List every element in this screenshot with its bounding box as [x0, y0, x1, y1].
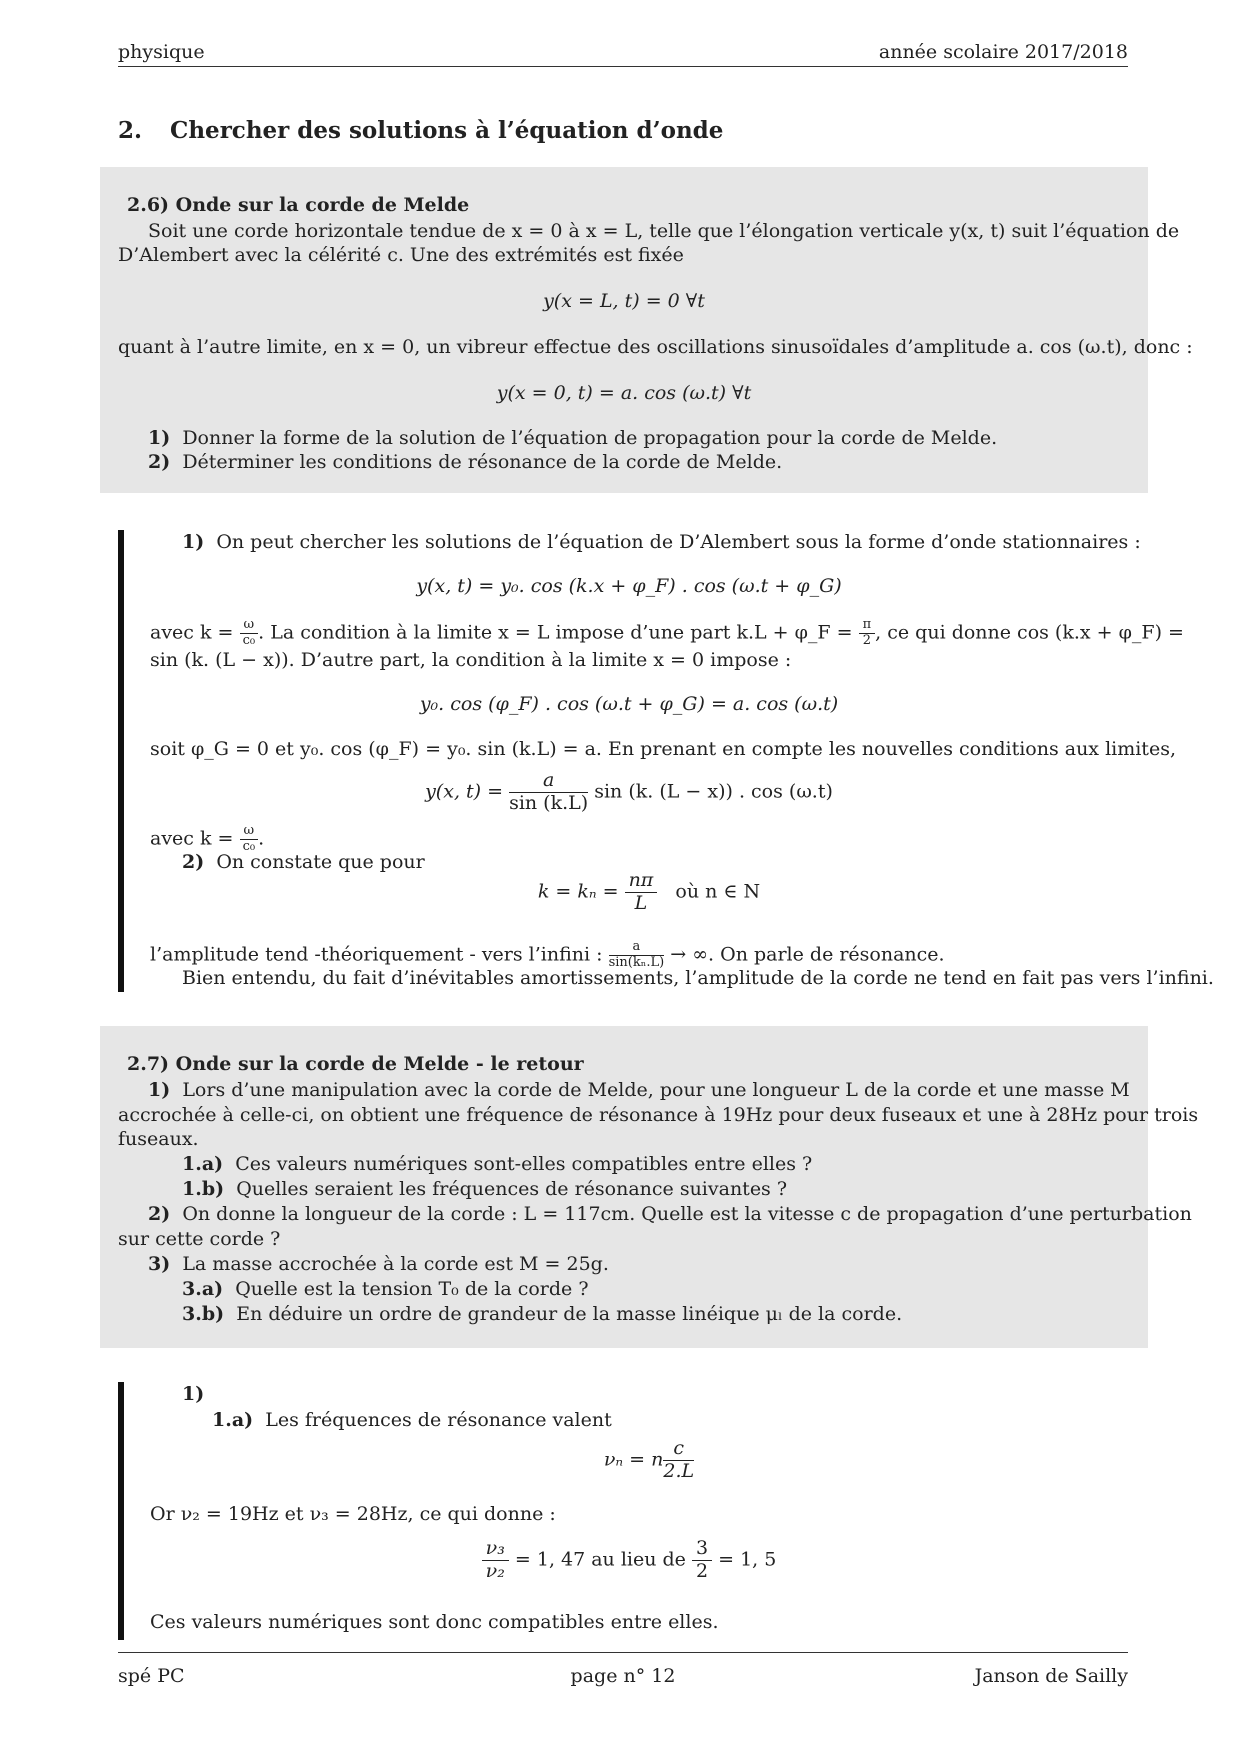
solution-2-7: [118, 1382, 1134, 1640]
exercise-title: 2.7) Onde sur la corde de Melde - le retour: [127, 1053, 584, 1075]
paragraph: sin (k. (L − x)). D’autre part, la condition à la limite x = 0 impose :: [150, 649, 792, 671]
question-1: 1) Donner la forme de la solution de l’équation de propagation pour la corde de Melde.: [148, 427, 998, 449]
paragraph: sur cette corde ?: [118, 1228, 281, 1250]
equation: y(x, t) = $\frac{a}{\sin (k.L)}$ sin (k. (L − x)) . cos (ω.t): [425, 769, 833, 814]
paragraph: avec k = $\frac{\omega}{\text{c₀}}$ . La condition à la limite x = L impose d’une part k.L + φ_F = $\frac{\pi}{2}$ , ce qui donne cos (k.x + φ_F) =: [150, 617, 1184, 648]
paragraph: D’Alembert avec la célérité c. Une des extrémités est fixée: [118, 244, 684, 266]
fraction: $\frac{3}{2}$: [692, 1538, 712, 1583]
equation: y(x, t) = y₀. cos (k.x + φ_F) . cos (ω.t + φ_G): [416, 575, 842, 597]
fraction: $\frac{\pi}{2}$: [859, 618, 876, 649]
fraction: $\frac{a}{\text{sin(kₙ.L)}}$: [608, 939, 665, 970]
question-1a: 1.a) Ces valeurs numériques sont-elles compatibles entre elles ?: [182, 1153, 813, 1175]
solution-part-2: 2) On constate que pour: [182, 851, 425, 873]
fraction: $\frac{a}{\sin (k.L)}$: [509, 769, 589, 814]
paragraph: Ces valeurs numériques sont donc compatibles entre elles.: [150, 1611, 719, 1633]
footer-class: spé PC: [118, 1665, 185, 1687]
question-3: 3) La masse accrochée à la corde est M = 25g.: [148, 1253, 609, 1275]
solution-part-1: 1): [182, 1383, 205, 1405]
question-2: 2) Déterminer les conditions de résonance de la corde de Melde.: [148, 451, 783, 473]
paragraph: fuseaux.: [118, 1128, 199, 1150]
fraction: $\frac{c}{2.L}$: [663, 1437, 695, 1482]
solution-2-6: [118, 530, 1214, 992]
section-title: 2. Chercher des solutions à l’équation d’onde: [118, 117, 724, 144]
header-subject: physique: [118, 41, 205, 63]
header-year: année scolaire 2017/2018: [878, 41, 1128, 63]
exercise-2-7-box: [100, 1026, 1199, 1348]
solution-part-1a: 1.a) Les fréquences de résonance valent: [212, 1409, 612, 1431]
fraction: $\frac{\omega}{\text{c₀}}$: [240, 824, 259, 855]
paragraph: Or ν₂ = 19Hz et ν₃ = 28Hz, ce qui donne :: [150, 1503, 556, 1525]
footer-page-number: page n° 12: [570, 1665, 676, 1687]
equation: y(x = 0, t) = a. cos (ω.t) ∀t: [496, 382, 752, 404]
paragraph: avec k = $\frac{\omega}{\text{c₀}}$ .: [150, 823, 265, 854]
exercise-title: 2.6) Onde sur la corde de Melde: [127, 194, 470, 216]
equation: νₙ = n $\frac{c}{2.L}$: [603, 1437, 695, 1482]
paragraph: soit φ_G = 0 et y₀. cos (φ_F) = y₀. sin (k.L) = a. En prenant en compte les nouvelles conditions aux limites,: [150, 738, 1176, 760]
paragraph: l’amplitude tend -théoriquement - vers l’infini : $\frac{a}{\text{sin(kₙ.L)}}$ → ∞. On parle de résonance.: [150, 939, 945, 970]
footer-school: Janson de Sailly: [974, 1665, 1128, 1687]
fraction: $\frac{\omega}{\text{c₀}}$: [240, 618, 259, 649]
equation: y₀. cos (φ_F) . cos (ω.t + φ_G) = a. cos (ω.t): [419, 693, 839, 715]
equation: y(x = L, t) = 0 ∀t: [543, 290, 705, 312]
question-1b: 1.b) Quelles seraient les fréquences de résonance suivantes ?: [182, 1178, 788, 1200]
solution-part-1: 1) On peut chercher les solutions de l’équation de D’Alembert sous la forme d’onde stationnaires :: [182, 531, 1141, 553]
question-3b: 3.b) En déduire un ordre de grandeur de la masse linéique μₗ de la corde.: [182, 1303, 903, 1325]
question-3a: 3.a) Quelle est la tension T₀ de la corde ?: [182, 1278, 589, 1300]
paragraph: Bien entendu, du fait d’inévitables amortissements, l’amplitude de la corde ne tend en fait pas vers l’infini.: [182, 967, 1214, 989]
exercise-2-6-box: [100, 167, 1193, 493]
fraction: $\frac{n\pi}{L}$: [625, 870, 658, 915]
paragraph: accrochée à celle-ci, on obtient une fréquence de résonance à 19Hz pour deux fuseaux et une à 28Hz pour trois: [118, 1104, 1199, 1126]
question-2: 2) On donne la longueur de la corde : L = 117cm. Quelle est la vitesse c de propagation d’une perturbation: [148, 1203, 1192, 1225]
equation: k = kₙ = $\frac{n\pi}{L}$ où n ∈ N: [537, 869, 761, 914]
question-1: 1) Lors d’une manipulation avec la corde de Melde, pour une longueur L de la corde et une masse M: [148, 1079, 1130, 1101]
footer-rule: [118, 1652, 1128, 1653]
equation: $\frac{\text{ν₃}}{\text{ν₂}}$ = 1, 47 au lieu de $\frac{3}{2}$ = 1, 5: [124, 1538, 1134, 1583]
fraction: $\frac{\text{ν₃}}{\text{ν₂}}$: [482, 1538, 509, 1583]
header-rule: [118, 66, 1128, 67]
paragraph: Soit une corde horizontale tendue de x = 0 à x = L, telle que l’élongation verticale y(x, t) suit l’équation de: [148, 220, 1180, 242]
paragraph: quant à l’autre limite, en x = 0, un vibreur effectue des oscillations sinusoïdales d’amplitude a. cos (ω.t), donc :: [118, 336, 1193, 358]
